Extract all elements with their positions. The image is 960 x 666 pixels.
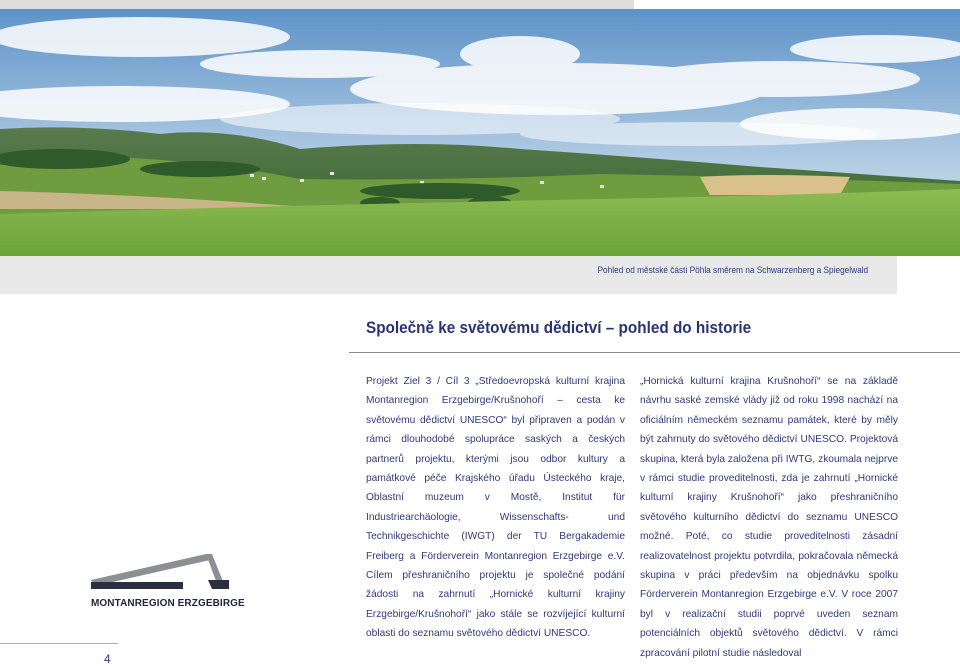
landscape-photo — [0, 9, 960, 256]
top-strip — [0, 0, 634, 9]
page-number: 4 — [104, 652, 111, 666]
logo-text: MONTANREGION ERZGEBIRGE — [91, 598, 245, 609]
article-column-left: Projekt Ziel 3 / Cíl 3 „Středoevropská kulturní krajina Montanregion Erzgebirge/Krušnohoří – cesta ke světovému dědictví UNESCO“ byl připraven a podán v rámci dlouhodobé spolupráce saských a českých partnerů projektu, kterými jsou odbor kultury a památkové péče Krajského úřadu Ústeckého kraje, Oblastní muzeum v Mostě, Institut für Industriearchäologie, Wissenschafts- und Technikgeschichte (IWGT) der TU Bergakademie Freiberg a Förderverein Montanregion Erzgebirge e.V. Cílem přeshraničního projektu je společné podání žádosti na zahrnutí „Hornické kulturní krajiny Erzgebirge/Krušnohoří“ jako stále se rozvíjející kulturní oblasti do seznamu světového dědictví UNESCO. — [366, 376, 625, 640]
montanregion-logo — [88, 552, 245, 612]
landscape-illustration — [0, 9, 960, 256]
photo-caption-band — [0, 256, 897, 294]
logo-mark — [88, 552, 232, 598]
heading-divider — [349, 352, 960, 353]
photo-caption: Pohled od městské části Pöhla směrem na Schwarzenberg a Spiegelwald — [597, 265, 868, 275]
article-column-right: „Hornická kulturní krajina Krušnohoří“ se na základě návrhu saské zemské vlády již od roku 1998 nachází na oficiálním německém seznamu památek, které by měly být zahrnuty do světového dědictví UNESCO. Projektová skupina, která byla založena při IWTG, zkoumala nejprve v rámci studie proveditelnosti, zda je zahrnutí „Hornické kulturní krajiny Krušnohoří“ jako přeshraničního světového kulturního dědictví do seznamu UNESCO možné. Poté, co studie proveditelnosti zásadní realizovatelnost projektu potvrdila, pokračovala německá skupina v práci především na objednávku spolku Förderverein Montanregion Erzgebirge e.V. V roce 2007 byl v realizační studii poprvé uveden seznam potenciálních objektů světového dědictví. V rámci zpracování pilotní studie následoval — [640, 376, 898, 659]
footer-rule — [0, 643, 118, 644]
article-heading: Společně ke světovému dědictví – pohled do historie — [366, 318, 752, 337]
